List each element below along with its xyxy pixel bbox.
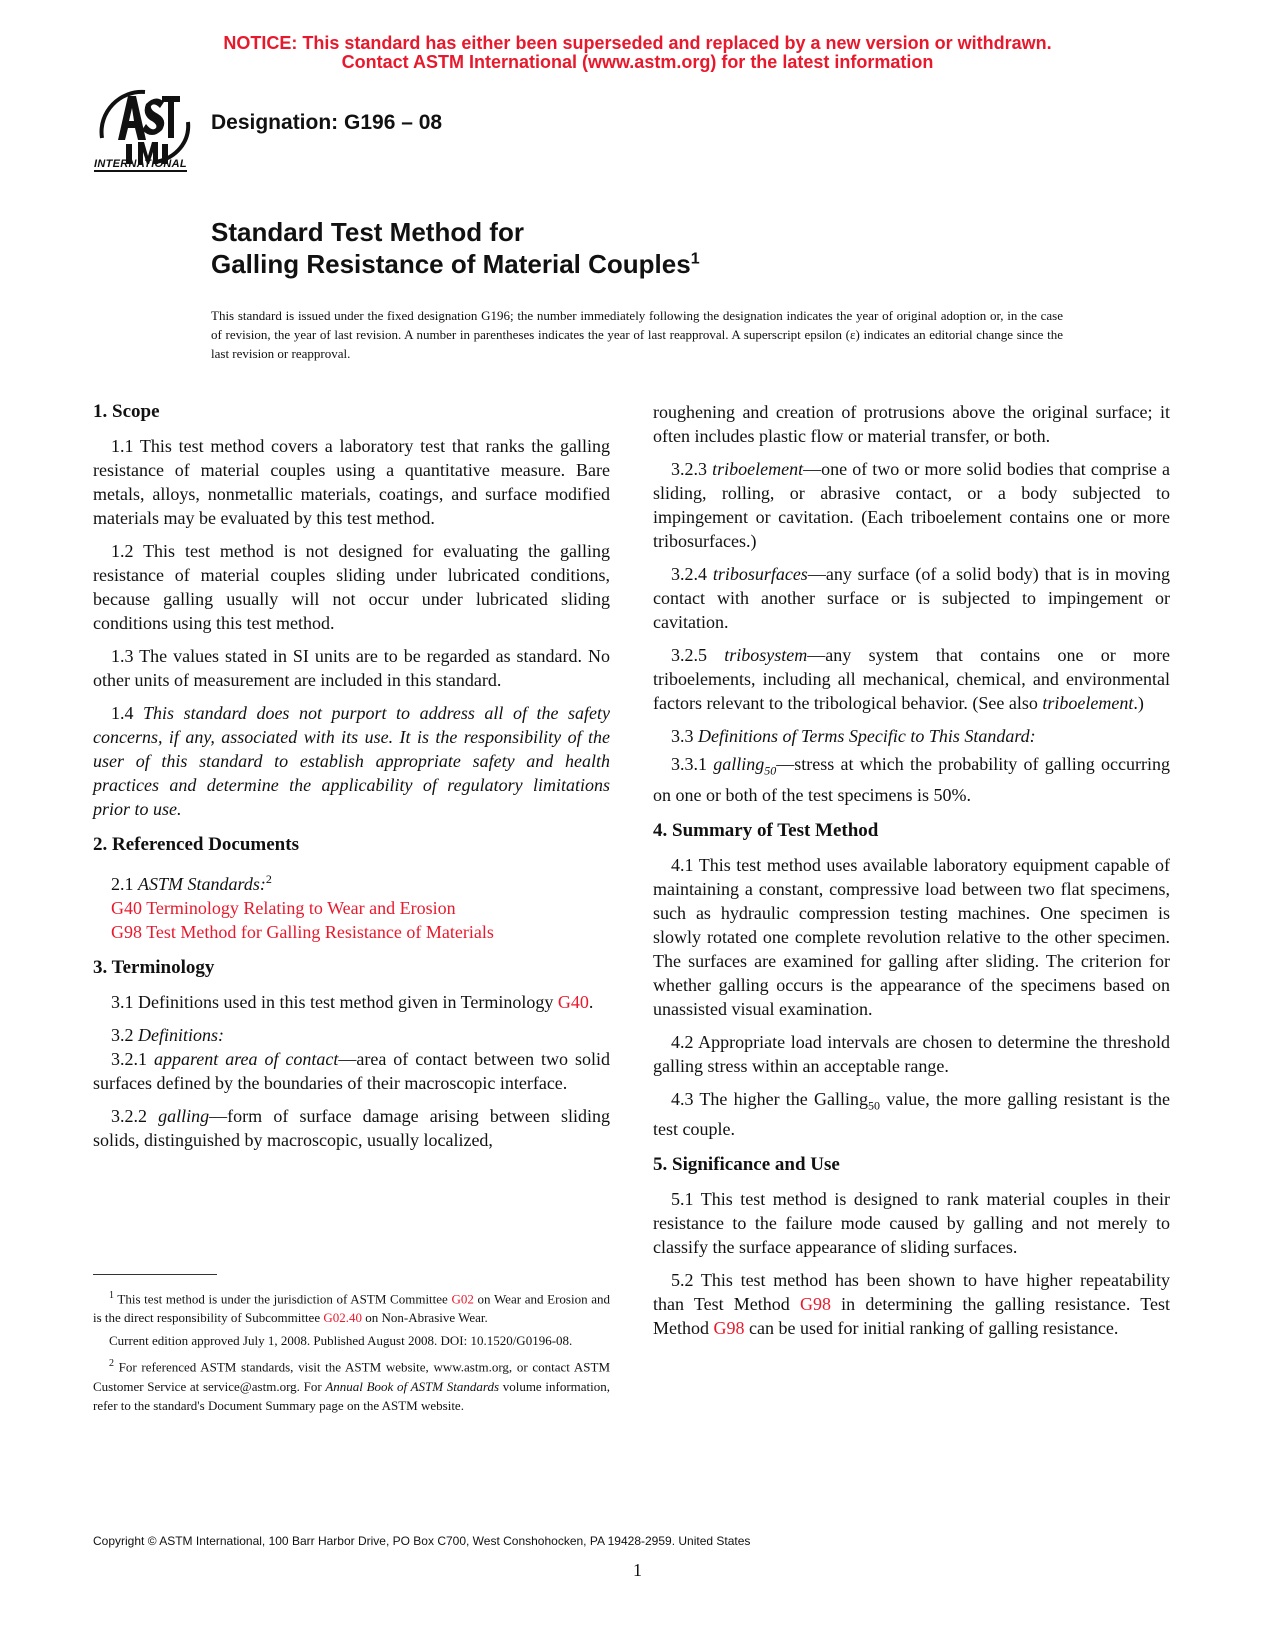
reference-g40-title[interactable]: Terminology Relating to Wear and Erosion	[146, 898, 456, 918]
scope-1-4-text: This standard does not purport to address all of the safety concerns, if any, associated with its use. It is the responsibility of the user of this standard to establish appropriate safety and health practices and determine the applicability of regulatory limitations prior to use.	[93, 703, 610, 819]
footnote-2-text-b: volume information, refer to the standard's Document Summary page on the ASTM website.	[93, 1378, 611, 1413]
terminology-3-2-label: Definitions:	[138, 1025, 224, 1045]
significance-5-2-text-c: can be used for initial ranking of galling resistance.	[744, 1318, 1119, 1339]
term-galling-definition-continued: roughening and creation of protrusions above the original surface; it often includes plastic flow or material transfer, or both.	[653, 402, 1170, 446]
referenced-2-1	[93, 867, 610, 896]
designation: Designation: G196 – 08	[211, 111, 443, 134]
page-number: 1	[633, 1560, 642, 1580]
footnote-2-mark: 2	[109, 1358, 114, 1370]
term-galling50-definition: —stress at which the probability of galling occurring on one or both of the test specimens is 50%.	[653, 754, 1170, 805]
term-galling-definition: —form of surface damage arising between sliding solids, distinguished by macroscopic, usually localized,	[93, 1106, 610, 1150]
title-line-1: Standard Test Method for	[211, 217, 524, 247]
notice-line-2: Contact ASTM International (www.astm.org) for the latest information	[341, 52, 934, 72]
terminology-3-2-5	[653, 643, 1170, 715]
footnote-2	[93, 1354, 610, 1414]
terminology-3-3-1-number: 3.3.1	[671, 754, 707, 774]
significance-g98-link-1[interactable]: G98	[799, 1294, 831, 1315]
copyright: Copyright © ASTM International, 100 Barr Harbor Drive, PO Box C700, West Conshohocken, PA 19428-2959. United States	[93, 1534, 751, 1548]
title-line-2	[211, 248, 700, 280]
notice-line-1: NOTICE: This standard has either been superseded and replaced by a new version or withdrawn.	[223, 33, 1052, 53]
significance-5-2-text-b: in determining the galling resistance. Test Method	[653, 1294, 1170, 1339]
footnote-1-text-b: on Wear and Erosion and is the direct responsibility of Subcommittee	[93, 1291, 610, 1326]
reference-g40[interactable]	[93, 896, 610, 920]
footnote-2-book-title: Annual Book of ASTM Standards	[325, 1378, 500, 1394]
terminology-g40-link[interactable]: G40	[557, 992, 589, 1012]
significance-5-2-text-a: 5.2 This test method has been shown to have higher repeatability than Test Method	[653, 1270, 1170, 1315]
footnote-1-text-c: on Non-Abrasive Wear.	[362, 1310, 488, 1326]
term-galling50	[713, 754, 777, 778]
term-tribosystem-end: .)	[1133, 693, 1144, 713]
footnote-2-text-a: For referenced ASTM standards, visit the ASTM website, www.astm.org, or contact ASTM Customer Service at service@astm.org. For	[93, 1359, 610, 1394]
terminology-3-2	[93, 1023, 610, 1047]
summary-4-2: 4.2 Appropriate load intervals are chosen to determine the threshold galling stress within an acceptable range.	[653, 1031, 1170, 1076]
right-column	[653, 400, 1170, 1349]
terminology-3-3-label: Definitions of Terms Specific to This Standard:	[698, 726, 1036, 746]
footnote-g0240-link[interactable]: G02.40	[323, 1310, 362, 1326]
terminology-3-1-end: .	[588, 992, 594, 1012]
footnotes	[93, 1286, 610, 1419]
terminology-3-1	[93, 990, 610, 1014]
significance-5-2	[653, 1268, 1170, 1340]
scope-1-4-number: 1.4	[111, 703, 134, 723]
issued-note: This standard is issued under the fixed designation G196; the number immediately following the designation indicates the year of original adoption or, in the case of revision, the year of last revision. A number in parentheses indicates the year of last reapproval. A superscript epsilon (ε) indicates an editorial change since the last revision or reapproval.	[211, 308, 1063, 361]
scope-heading: 1. Scope	[93, 401, 160, 422]
term-galling: galling	[158, 1106, 210, 1126]
term-galling50-base: galling	[713, 754, 765, 774]
footnote-divider	[93, 1274, 217, 1275]
scope-1-4	[93, 701, 610, 821]
referenced-footnote-mark: 2	[265, 872, 272, 886]
terminology-3-3-1	[653, 752, 1170, 807]
terminology-3-2-3-number: 3.2.3	[671, 459, 707, 479]
title-footnote-mark: 1	[690, 250, 700, 268]
terminology-3-2-5-number: 3.2.5	[671, 645, 707, 665]
terminology-3-2-2	[93, 1104, 610, 1152]
summary-4-3-text-a: 4.3 The higher the Galling	[671, 1088, 869, 1109]
reference-g98-code[interactable]: G98	[111, 922, 142, 942]
terminology-3-2-number: 3.2	[111, 1025, 134, 1045]
title-main: Galling Resistance of Material Couples	[211, 249, 691, 279]
document-title	[211, 216, 700, 280]
terminology-3-2-3	[653, 457, 1170, 553]
reference-g98[interactable]	[93, 920, 610, 944]
footnote-1-text-a: This test method is under the jurisdiction of ASTM Committee	[114, 1291, 452, 1307]
term-galling50-subscript: 50	[764, 763, 777, 778]
term-triboelement-definition: —one of two or more solid bodies that comprise a sliding, rolling, or abrasive contact, or a body subjected to impingement or cavitation. (Each triboelement contains one or more tribosurfaces.)	[653, 459, 1170, 551]
term-triboelement: triboelement	[712, 459, 804, 479]
summary-4-3-text-b: value, the more galling resistant is the test couple.	[653, 1088, 1170, 1140]
terminology-heading: 3. Terminology	[93, 957, 215, 978]
terminology-3-2-4	[653, 562, 1170, 634]
term-apparent-area: apparent area of contact	[153, 1049, 339, 1069]
footnote-1	[93, 1286, 610, 1327]
term-tribosurfaces: tribosurfaces	[712, 564, 808, 584]
terminology-3-2-2-number: 3.2.2	[111, 1106, 147, 1126]
scope-1-2: 1.2 This test method is not designed for evaluating the galling resistance of material couples sliding under lubricated conditions, because galling usually will not occur under lubricated sliding conditions using this test method.	[93, 541, 610, 633]
reference-g40-code[interactable]: G40	[111, 898, 142, 918]
term-tribosystem-definition: —any system that contains one or more triboelements, including all mechanical, chemical, and environmental factors relevant to the tribological behavior. (See also	[653, 645, 1170, 713]
significance-g98-link-2[interactable]: G98	[713, 1318, 745, 1339]
left-column	[93, 400, 610, 1161]
footnote-current-edition: Current edition approved July 1, 2008. Published August 2008. DOI: 10.1520/G0196-08.	[109, 1333, 573, 1349]
terminology-3-3	[653, 724, 1170, 748]
scope-1-1: 1.1 This test method covers a laboratory test that ranks the galling resistance of material couples using a quantitative measure. Bare metals, alloys, nonmetallic materials, coatings, and surface modified materials may be evaluated by this test method.	[93, 436, 610, 528]
referenced-2-1-number: 2.1	[111, 874, 134, 894]
terminology-3-3-number: 3.3	[671, 726, 694, 746]
summary-4-1: 4.1 This test method uses available laboratory equipment capable of maintaining a constant, compressive load between two flat specimens, such as hydraulic compression testing machines. One specimen is slowly rotated one complete revolution relative to the other specimen. The surfaces are examined for galling after sliding. The criterion for whether galling occurs is the appearance of the specimens based on unassisted visual examination.	[653, 854, 1170, 1019]
reference-g98-title[interactable]: Test Method for Galling Resistance of Materials	[146, 922, 494, 942]
summary-4-3-subscript: 50	[868, 1098, 881, 1113]
summary-heading: 4. Summary of Test Method	[653, 819, 879, 841]
terminology-3-1-text: 3.1 Definitions used in this test method given in Terminology	[111, 992, 558, 1012]
term-tribosystem-see-also: triboelement	[1042, 693, 1134, 713]
term-apparent-area-definition: —area of contact between two solid surfaces defined by the boundaries of their macroscopic interface.	[93, 1049, 611, 1093]
astm-logo-icon	[90, 82, 196, 182]
terminology-3-2-1	[93, 1047, 610, 1095]
significance-heading: 5. Significance and Use	[653, 1154, 840, 1176]
withdrawal-notice	[0, 34, 1275, 72]
logo-international-text: INTERNATIONAL	[94, 158, 187, 170]
summary-4-3	[653, 1087, 1170, 1142]
significance-5-1: 5.1 This test method is designed to rank material couples in their resistance to the failure mode caused by galling and not merely to classify the surface appearance of sliding surfaces.	[653, 1189, 1170, 1258]
terminology-3-2-1-number: 3.2.1	[111, 1049, 147, 1069]
footnote-g02-link[interactable]: G02	[451, 1291, 474, 1307]
referenced-heading: 2. Referenced Documents	[93, 834, 299, 855]
term-tribosystem: tribosystem	[724, 645, 808, 665]
footnote-1-mark: 1	[109, 1290, 114, 1301]
scope-1-3: 1.3 The values stated in SI units are to be regarded as standard. No other units of measurement are included in this standard.	[93, 646, 610, 690]
terminology-3-2-4-number: 3.2.4	[671, 564, 707, 584]
referenced-2-1-label: ASTM Standards:	[138, 874, 266, 894]
term-tribosurfaces-definition: —any surface (of a solid body) that is in moving contact with another surface or is subjected to impingement or cavitation.	[653, 564, 1170, 632]
